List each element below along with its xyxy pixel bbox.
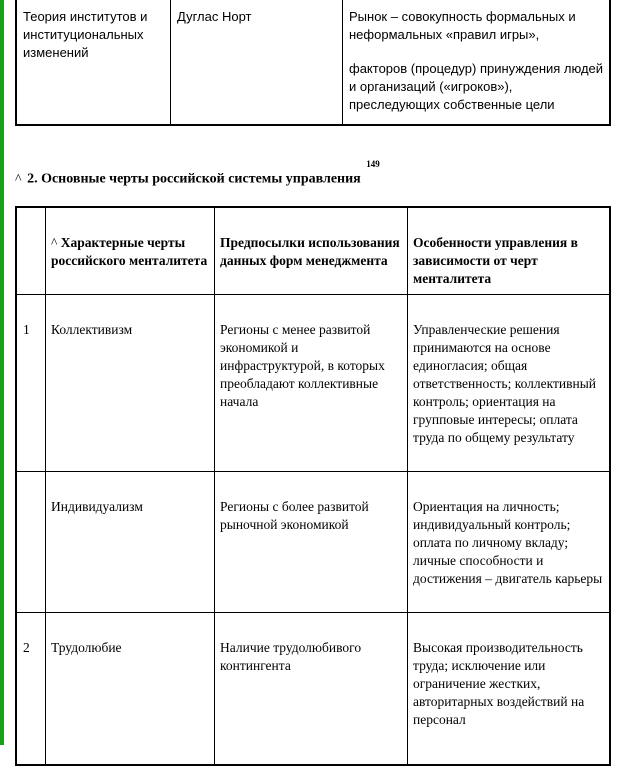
preconditions-cell: Регионы с более развитой рыночной экономикой <box>220 499 369 532</box>
column-divider <box>407 208 408 764</box>
header-traits-label: Характерные черты российского менталитета <box>51 235 208 268</box>
mentality-table <box>15 206 611 766</box>
trait-cell: Трудолюбие <box>51 640 122 655</box>
preconditions-cell: Наличие трудолюбивого контингента <box>220 640 362 673</box>
header-caret: ^ <box>51 235 58 250</box>
header-traits <box>51 234 211 270</box>
row-number: 1 <box>23 322 30 337</box>
left-margin-bar <box>0 0 4 745</box>
top-table-definition-cell <box>349 8 604 114</box>
footnote-ref: 149 <box>366 159 380 169</box>
features-cell: Ориентация на личность; индивидуальный контроль; оплата по личному вкладу; личные способности и достижения – двигатель карьеры <box>413 499 603 586</box>
trait-cell: Индивидуализм <box>51 499 143 514</box>
column-divider <box>214 208 215 764</box>
top-table-author-cell: Дуглас Норт <box>177 9 252 24</box>
heading-caret: ^ <box>15 171 22 187</box>
row-divider <box>17 471 609 472</box>
row-number: 2 <box>23 640 30 655</box>
column-divider <box>45 208 46 764</box>
definition-part-2: факторов (процедур) принуждения людей и организаций («игроков»), преследующих собственные цели <box>349 61 604 112</box>
trait-cell: Коллективизм <box>51 322 133 337</box>
features-cell: Управленческие решения принимаются на основе единогласия; общая ответственность; коллективный контроль; ориентация на групповые интересы; оплата труда по общему результату <box>413 322 597 445</box>
section-heading <box>15 159 380 188</box>
header-preconditions: Предпосылки использования данных форм менеджмента <box>220 235 400 268</box>
row-divider <box>17 294 609 295</box>
definition-part-1: Рынок – совокупность формальных и неформальных «правил игры», <box>349 9 576 42</box>
top-table-divider <box>342 0 343 124</box>
preconditions-cell: Регионы с менее развитой экономикой и инфраструктурой, в которых преобладают коллективные начала <box>220 322 385 409</box>
top-table <box>15 0 611 126</box>
top-table-theory-cell: Теория институтов и институциональных изменений <box>23 9 148 60</box>
top-table-divider <box>170 0 171 124</box>
header-features: Особенности управления в зависимости от черт менталитета <box>413 235 578 286</box>
heading-text: 2. Основные черты российской системы управления <box>27 171 361 187</box>
features-cell: Высокая производительность труда; исключение или ограничение жестких, авторитарных воздействий на персонал <box>413 640 585 727</box>
row-divider <box>17 612 609 613</box>
